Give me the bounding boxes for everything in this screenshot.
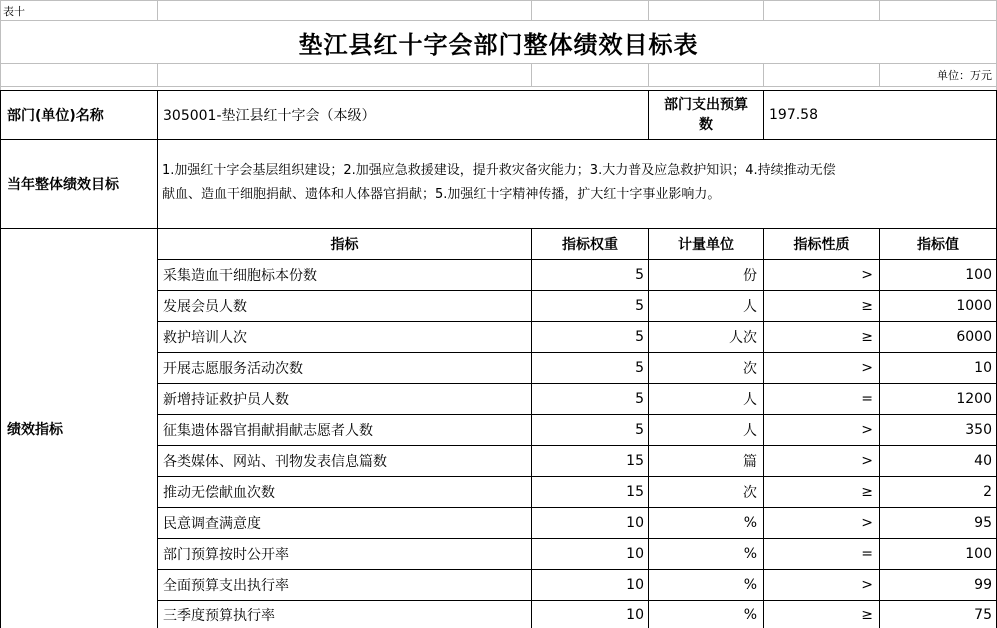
row-value: 1000	[956, 298, 992, 314]
row-weight: 15	[626, 484, 644, 500]
row-name: 推动无偿献血次数	[163, 485, 275, 501]
row-weight: 5	[635, 422, 644, 438]
row-value: 100	[965, 267, 992, 283]
row-weight: 15	[626, 453, 644, 469]
row-value: 1200	[956, 391, 992, 407]
row-name: 民意调查满意度	[163, 516, 261, 532]
row-nature: >	[861, 577, 873, 593]
row-nature: ≥	[861, 484, 873, 500]
row-unit: 份	[743, 268, 757, 284]
row-nature: ≥	[861, 298, 873, 314]
row-nature: =	[861, 546, 873, 562]
goal-label: 当年整体绩效目标	[7, 177, 119, 193]
budget-label-line1: 部门支出预算	[664, 97, 748, 113]
row-weight: 5	[635, 267, 644, 283]
goal-text-line2: 献血、造血干细胞捐献、遗体和人体器官捐献；5.加强红十字精神传播，扩大红十字事业影响力。	[162, 187, 721, 202]
row-unit: 人次	[729, 330, 757, 346]
header-indicator: 指标	[330, 237, 359, 253]
header-weight: 指标权重	[562, 237, 618, 253]
row-weight: 5	[635, 360, 644, 376]
row-name: 新增持证救护员人数	[163, 392, 289, 408]
row-unit: %	[743, 515, 757, 531]
header-value: 指标值	[917, 237, 959, 253]
table-number: 表十	[3, 5, 25, 18]
goal-text-line1: 1.加强红十字会基层组织建设；2.加强应急救援建设，提升救灾备灾能力；3.大力普及应急救护知识；4.持续推动无偿	[162, 163, 836, 178]
row-unit: 人	[743, 392, 757, 408]
row-name: 全面预算支出执行率	[163, 578, 289, 594]
row-nature: >	[861, 515, 873, 531]
row-weight: 5	[635, 329, 644, 345]
row-weight: 5	[635, 391, 644, 407]
row-unit: 人	[743, 423, 757, 439]
budget-label	[649, 91, 763, 139]
goal-text	[158, 154, 996, 214]
row-name: 部门预算按时公开率	[163, 547, 289, 563]
budget-label-line2: 数	[699, 117, 713, 133]
page-title: 垫江县红十字会部门整体绩效目标表	[298, 29, 699, 59]
row-weight: 10	[626, 546, 644, 562]
row-weight: 10	[626, 577, 644, 593]
dept-name: 305001-垫江县红十字会（本级）	[163, 108, 376, 124]
row-nature: >	[861, 267, 873, 283]
row-value: 40	[974, 453, 992, 469]
row-value: 350	[965, 422, 992, 438]
row-unit: %	[743, 546, 757, 562]
row-name: 采集造血干细胞标本份数	[163, 268, 317, 284]
row-value: 2	[983, 484, 992, 500]
row-unit: 篇	[743, 454, 757, 470]
row-nature: ≥	[861, 606, 873, 623]
row-name: 三季度预算执行率	[163, 607, 275, 624]
row-value: 75	[974, 606, 992, 623]
row-nature: ≥	[861, 329, 873, 345]
row-value: 95	[974, 515, 992, 531]
row-value: 100	[965, 546, 992, 562]
row-nature: =	[861, 391, 873, 407]
row-name: 各类媒体、网站、刊物发表信息篇数	[163, 454, 387, 470]
row-nature: >	[861, 453, 873, 469]
row-value: 10	[974, 360, 992, 376]
row-name: 发展会员人数	[163, 299, 247, 315]
row-nature: >	[861, 422, 873, 438]
row-name: 征集遗体器官捐献捐献志愿者人数	[163, 423, 373, 439]
row-unit: 人	[743, 299, 757, 315]
budget-value: 197.58	[769, 107, 818, 123]
row-name: 救护培训人次	[163, 330, 247, 346]
row-weight: 10	[626, 515, 644, 531]
header-unit: 计量单位	[678, 237, 734, 253]
row-unit: %	[743, 577, 757, 593]
row-weight: 5	[635, 298, 644, 314]
row-unit: 次	[743, 485, 757, 501]
perf-label: 绩效指标	[7, 421, 63, 438]
row-unit: %	[743, 606, 757, 623]
dept-label: 部门(单位)名称	[7, 108, 104, 124]
row-nature: >	[861, 360, 873, 376]
row-weight: 10	[626, 606, 644, 623]
row-unit: 次	[743, 361, 757, 377]
header-nature: 指标性质	[793, 237, 850, 253]
unit-note: 单位：万元	[937, 69, 992, 82]
row-value: 6000	[956, 329, 992, 345]
row-value: 99	[974, 577, 992, 593]
row-name: 开展志愿服务活动次数	[163, 361, 303, 377]
